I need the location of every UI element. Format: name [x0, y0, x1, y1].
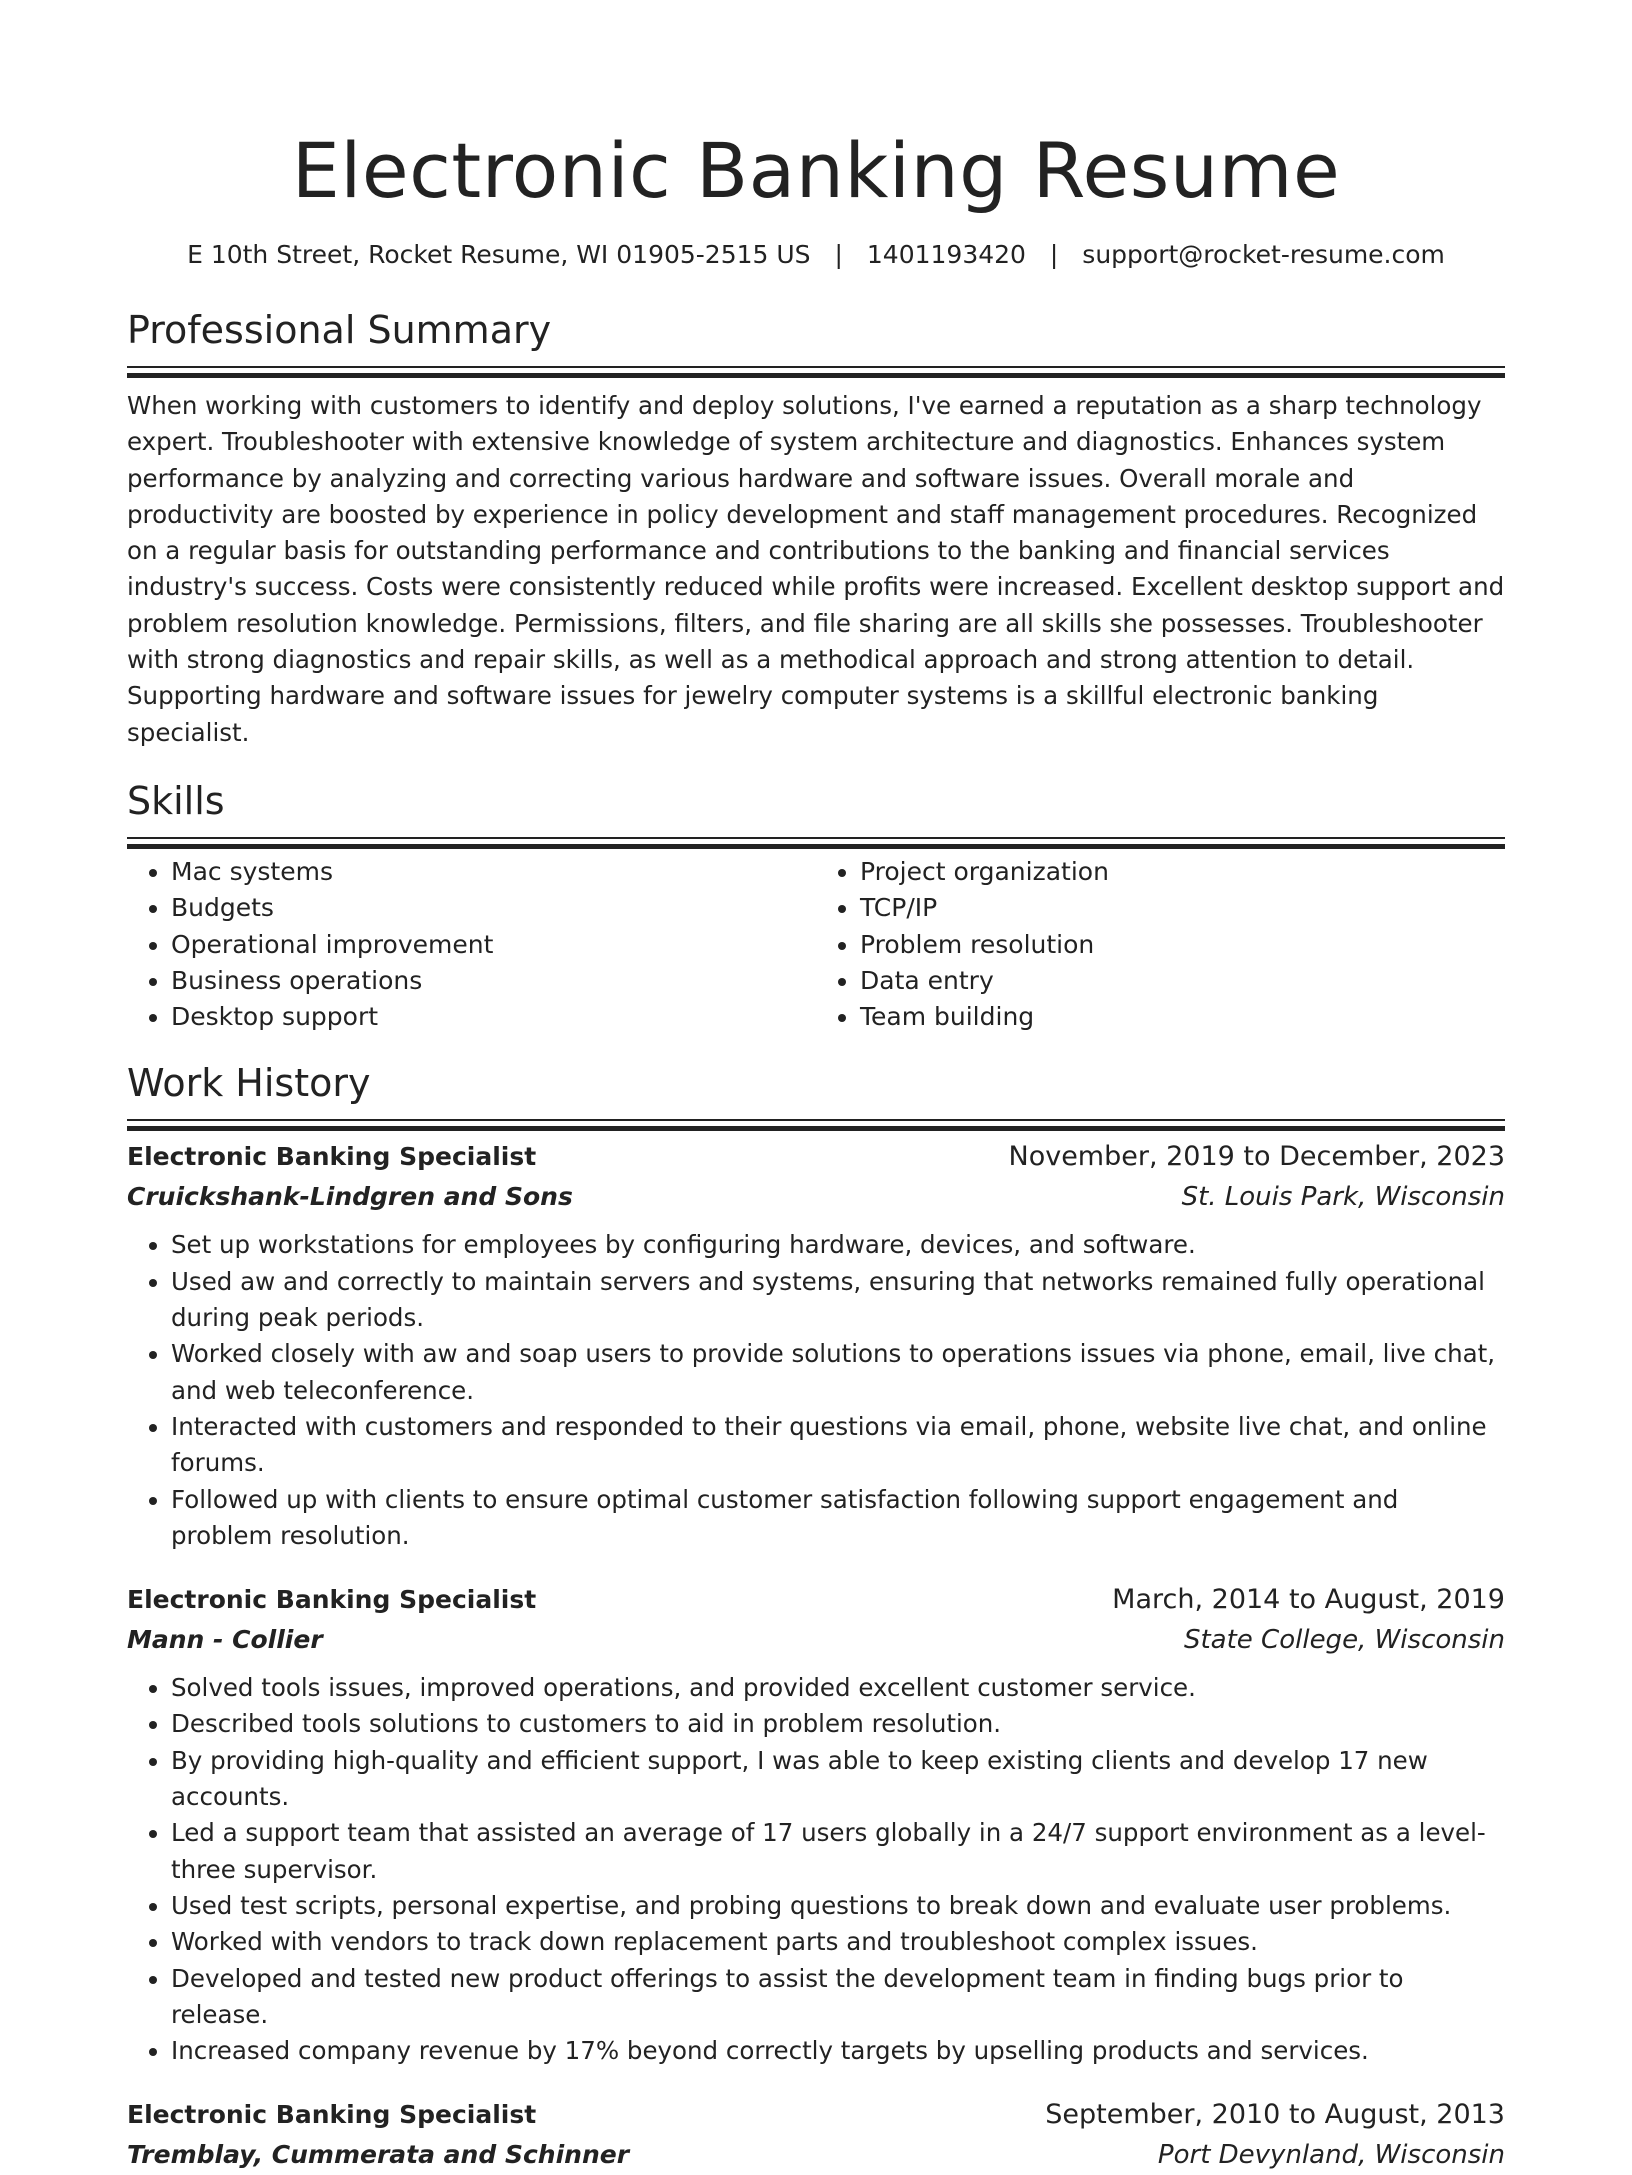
job-bullet: • Worked closely with aw and soap users to provide solutions to operations issues via phone, email, live chat, and web teleconference.	[171, 1336, 1505, 1409]
job-bullet: • Worked with vendors to track down replacement parts and troubleshoot complex issues.	[171, 1924, 1505, 1960]
job-title: Electronic Banking Specialist	[127, 1585, 537, 1615]
contact-address: E 10th Street, Rocket Resume, WI 01905-2515 US	[187, 240, 811, 269]
skills-section	[127, 777, 1505, 1035]
contact-line	[127, 238, 1505, 272]
job-company: Mann - Collier	[127, 1625, 323, 1655]
job-header	[127, 1137, 1505, 1177]
contact-phone: 1401193420	[866, 240, 1026, 269]
contact-separator: |	[1049, 240, 1059, 269]
skill-item: • Project organization	[860, 854, 1505, 890]
job-subheader	[127, 1620, 1505, 1660]
job-location: Port Devynland, Wisconsin	[1157, 2140, 1505, 2171]
skill-item: • TCP/IP	[860, 890, 1505, 926]
job-bullet: • Solved tools issues, improved operations, and provided excellent customer service.	[171, 1670, 1505, 1706]
skill-item: • Team building	[860, 999, 1505, 1035]
job-entry	[127, 1580, 1505, 2069]
job-bullet: • By providing high-quality and efficient support, I was able to keep existing clients and develop 17 new accounts.	[171, 1743, 1505, 1816]
job-header	[127, 1580, 1505, 1620]
resume-page	[127, 0, 1505, 2175]
job-bullet: • Used test scripts, personal expertise, and probing questions to break down and evaluate user problems.	[171, 1888, 1505, 1924]
skill-item: • Business operations	[171, 963, 816, 999]
skill-item: • Desktop support	[171, 999, 816, 1035]
job-bullet: • Followed up with clients to ensure optimal customer satisfaction following support engagement and problem resolution.	[171, 1482, 1505, 1555]
job-subheader	[127, 2135, 1505, 2175]
skill-item: • Operational improvement	[171, 927, 816, 963]
skill-item: • Problem resolution	[860, 927, 1505, 963]
job-bullet: • Developed and tested new product offerings to assist the development team in finding bugs prior to release.	[171, 1961, 1505, 2034]
skill-item: • Data entry	[860, 963, 1505, 999]
job-bullet: • Used aw and correctly to maintain servers and systems, ensuring that networks remained fully operational during peak periods.	[171, 1264, 1505, 1337]
skill-item: • Mac systems	[171, 854, 816, 890]
job-bullet: • Led a support team that assisted an average of 17 users globally in a 24/7 support environment as a level-three supervisor.	[171, 1815, 1505, 1888]
job-bullet: • Interacted with customers and responded to their questions via email, phone, website live chat, and online forums.	[171, 1409, 1505, 1482]
section-divider	[127, 366, 1505, 368]
job-entry	[127, 2095, 1505, 2175]
job-title: Electronic Banking Specialist	[127, 1142, 537, 1172]
summary-heading: Professional Summary	[127, 308, 552, 352]
job-bullet: • Described tools solutions to customers to aid in problem resolution.	[171, 1706, 1505, 1742]
work-history-section	[127, 1059, 1505, 2175]
job-bullet: • Increased company revenue by 17% beyond correctly targets by upselling products and services.	[171, 2033, 1505, 2069]
job-entry	[127, 1137, 1505, 1554]
skills-heading: Skills	[127, 778, 225, 823]
contact-email: support@rocket-resume.com	[1082, 240, 1445, 269]
job-location: St. Louis Park, Wisconsin	[1181, 1182, 1505, 1213]
resume-title: Electronic Banking Resume	[291, 126, 1341, 215]
job-bullet: • Set up workstations for employees by configuring hardware, devices, and software.	[171, 1227, 1505, 1263]
job-company: Tremblay, Cummerata and Schinner	[127, 2140, 630, 2170]
section-divider	[127, 837, 1505, 839]
work-history-heading: Work History	[127, 1061, 371, 1106]
job-location: State College, Wisconsin	[1183, 1625, 1505, 1656]
job-title: Electronic Banking Specialist	[127, 2100, 537, 2130]
job-company: Cruickshank-Lindgren and Sons	[127, 1182, 573, 1212]
job-subheader	[127, 1177, 1505, 1217]
section-divider	[127, 1119, 1505, 1121]
contact-separator: |	[834, 240, 843, 269]
skill-item: • Budgets	[171, 890, 816, 926]
job-header	[127, 2095, 1505, 2135]
job-bullets	[127, 1670, 1505, 2069]
skills-column-left	[127, 854, 816, 1035]
job-dates: November, 2019 to December, 2023	[1008, 1141, 1505, 1173]
summary-text: When working with customers to identify and deploy solutions, I've earned a reputation as a sharp technology expert. Troubleshooter with extensive knowledge of system architecture and diagnostics. Enhances system performance by analyzing and correcting various hardware and software issues. Overall morale and productivity are boosted by experience in policy development and staff management procedures. Recognized on a regular basis for outstanding performance and contributions to the banking and financial services industry's success. Costs were consistently reduced while profits were increased. Excellent desktop support and problem resolution knowledge. Permissions, filters, and file sharing are all skills she possesses. Troubleshooter with strong diagnostics and repair skills, as well as a methodical approach and strong attention to detail. Supporting hardware and software issues for jewelry computer systems is a skillful electronic banking specialist.	[127, 391, 1505, 747]
job-bullets	[127, 1227, 1505, 1554]
summary-section	[127, 306, 1505, 751]
job-dates: March, 2014 to August, 2019	[1112, 1584, 1505, 1616]
skills-list	[127, 854, 1505, 1035]
job-dates: September, 2010 to August, 2013	[1045, 2099, 1505, 2131]
skills-column-right	[816, 854, 1505, 1035]
